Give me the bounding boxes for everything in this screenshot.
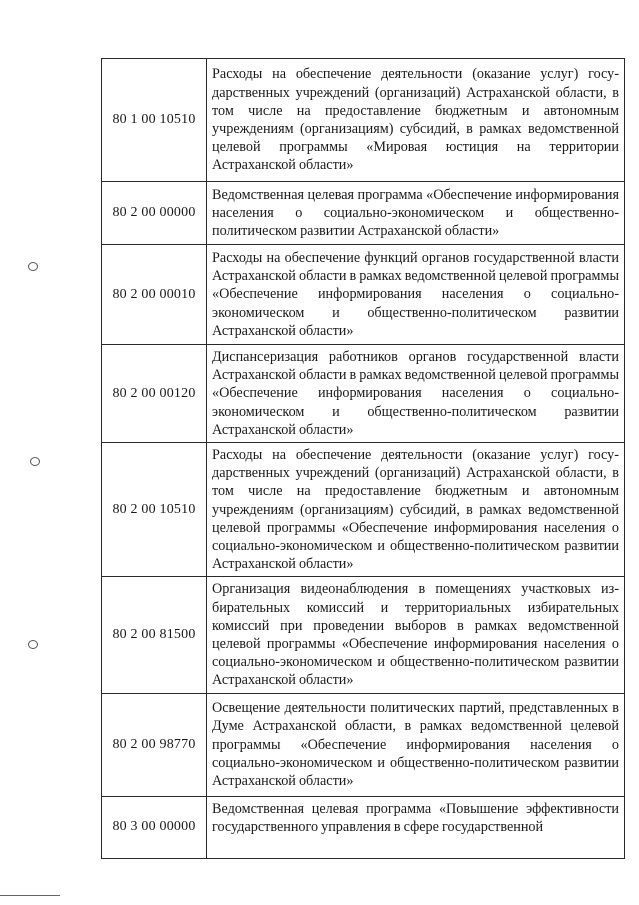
table-row (102, 182, 625, 245)
punch-hole-mark (28, 640, 38, 649)
budget-code: 80 1 00 10510 (102, 59, 207, 182)
table-row (102, 245, 625, 345)
expense-description: Ведомственная целевая программа «Повышение эффективности государственного управления в сфере государственной (207, 796, 625, 858)
page-edge-line (0, 895, 60, 896)
table-row (102, 577, 625, 693)
table-row (102, 796, 625, 858)
budget-code: 80 3 00 00000 (102, 796, 207, 858)
table-row (102, 693, 625, 796)
budget-codes-table (101, 58, 625, 859)
table-row (102, 345, 625, 443)
expense-description: Расходы на обеспечение функций органов государственной власти Астраханской области в рамках ведомственной целевой программы «Обеспечение информирования населения о социально-экономическом и общественно-политическом развитии Астраханской области» (207, 245, 625, 345)
expense-description: Организация видеонаблюдения в помещениях участковых избирательных комиссий и территориальных избирательных комиссий при проведении выборов в рамках ведомственной целевой программы «Обеспечение информирования населения о социально-экономическом и общественно-политическом развитии Астраханской области» (207, 577, 625, 693)
table-row (102, 443, 625, 577)
expense-description: Освещение деятельности политических партий, представленных в Думе Астраханской области, в рамках ведомственной целевой программы «Обеспечение информирования населения о социально-экономическом и общественно-политическом развитии Астраханской области» (207, 693, 625, 796)
budget-code: 80 2 00 00010 (102, 245, 207, 345)
punch-hole-mark (28, 262, 38, 271)
expense-description: Расходы на обеспечение деятельности (оказание услуг) государственных учреждений (организаций) Астраханской области, в том числе на предоставление бюджетным и автономным учреждениям (организациям) субсидий, в рамках ведомственной целевой программы «Обеспечение информирования населения о социально-экономическом и общественно-политическом развитии Астраханской области» (207, 443, 625, 577)
budget-code: 80 2 00 81500 (102, 577, 207, 693)
budget-code: 80 2 00 98770 (102, 693, 207, 796)
punch-hole-mark (30, 457, 40, 466)
expense-description: Расходы на обеспечение деятельности (оказание услуг) государственных учреждений (организаций) Астраханской области, в том числе на предоставление бюджетным и автономным учреждениям (организациям) субсидий, в рамках ведомственной целевой программы «Мировая юстиция на территории Астраханской области» (207, 59, 625, 182)
table-row (102, 59, 625, 182)
expense-description: Ведомственная целевая программа «Обеспечение информирования населения о социально-экономическом и общественно-политическом развитии Астраханской области» (207, 182, 625, 245)
expense-description: Диспансеризация работников органов государственной власти Астраханской области в рамках ведомственной целевой программы «Обеспечение информирования населения о социально-экономическом и общественно-политическом развитии Астраханской области» (207, 345, 625, 443)
budget-code: 80 2 00 10510 (102, 443, 207, 577)
budget-code: 80 2 00 00000 (102, 182, 207, 245)
budget-code: 80 2 00 00120 (102, 345, 207, 443)
